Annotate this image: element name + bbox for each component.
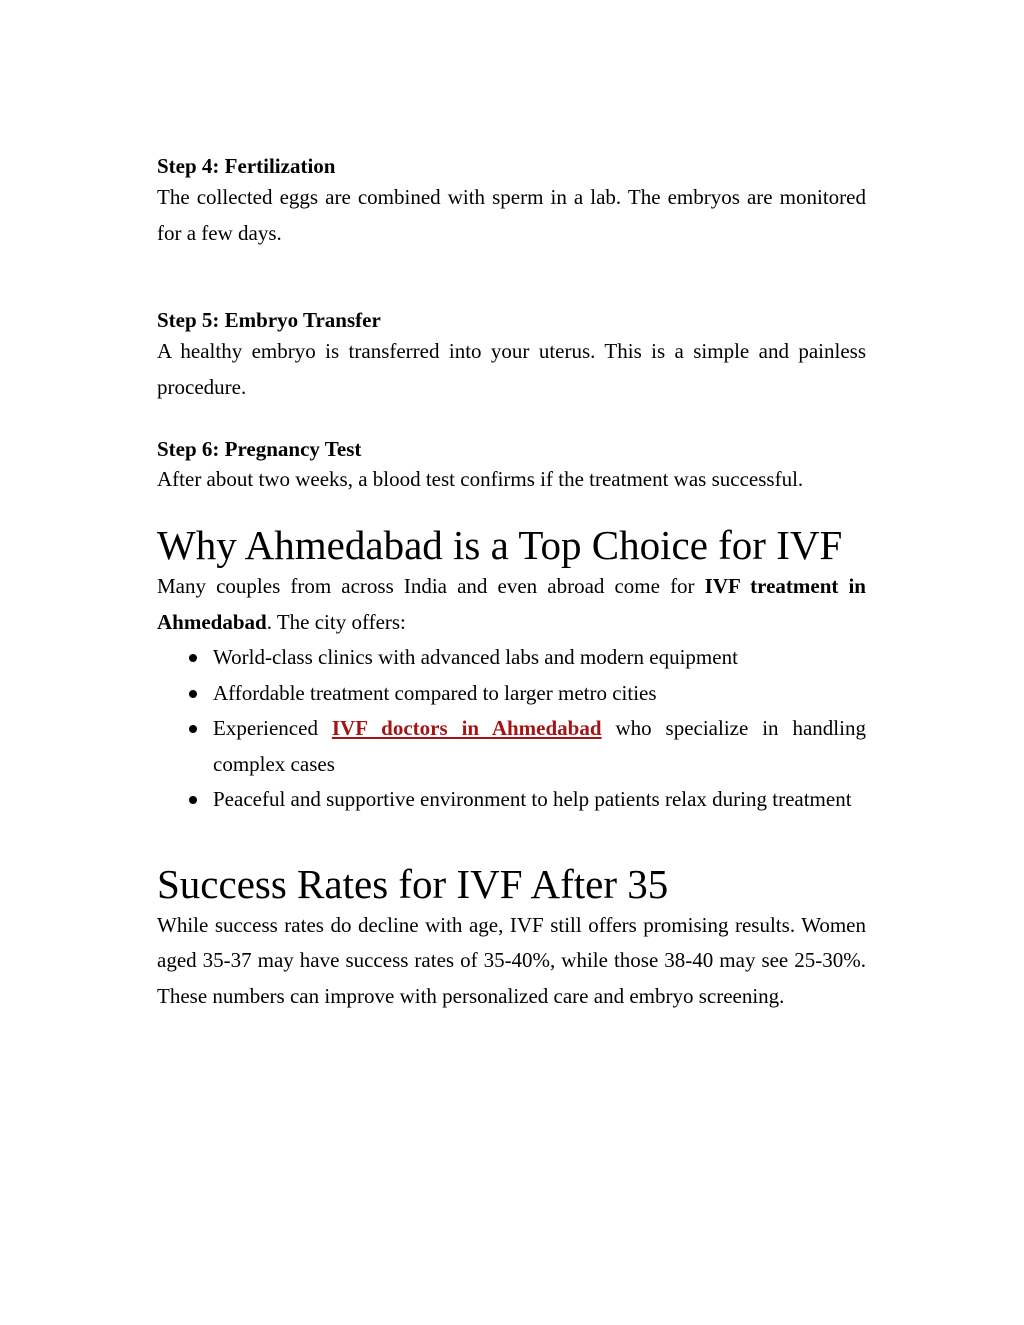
step-5-text: A healthy embryo is transferred into your uterus. This is a simple and painless procedure.: [157, 339, 866, 399]
ahmedabad-intro: [157, 569, 866, 640]
list-item-text: Experienced: [213, 716, 332, 740]
benefits-list: [157, 640, 866, 818]
step-5-block: [157, 306, 866, 405]
bullet-icon: [189, 725, 197, 733]
list-item-text: Peaceful and supportive environment to help patients relax during treatment: [213, 787, 852, 811]
step-5-title: Step 5: Embryo Transfer: [157, 308, 381, 332]
ahmedabad-section: [157, 523, 866, 818]
bullet-icon: [189, 796, 197, 804]
ivf-doctors-link[interactable]: IVF doctors in Ahmedabad: [331, 716, 602, 740]
step-6-block: [157, 435, 866, 495]
bullet-icon: [189, 654, 197, 662]
list-item: [157, 640, 866, 676]
intro-text: Many couples from across India and even abroad come for: [157, 574, 705, 598]
list-item-text: who specialize in handling complex cases: [213, 716, 866, 776]
success-section: [157, 862, 866, 1015]
step-4-block: [157, 152, 866, 251]
list-item-text: World-class clinics with advanced labs and modern equipment: [213, 645, 738, 669]
step-4-title: Step 4: Fertilization: [157, 154, 336, 178]
list-item: [157, 711, 866, 782]
success-heading: Success Rates for IVF After 35: [157, 860, 669, 907]
success-text: While success rates do decline with age, IVF still offers promising results. Women aged 35-37 may have success rates of 35-40%, while those 38-40 may see 25-30%. These numbers can improve with personalized care and embryo screening.: [157, 912, 866, 1008]
bullet-icon: [189, 690, 197, 698]
spacer: [157, 251, 866, 306]
spacer: [157, 495, 866, 523]
intro-text-end: . The city offers:: [266, 609, 406, 634]
intro-bold-text: IVF treatment in Ahmedabad: [157, 574, 866, 634]
list-item: [157, 676, 866, 712]
spacer: [157, 818, 866, 862]
step-4-text: The collected eggs are combined with sperm in a lab. The embryos are monitored for a few days.: [157, 185, 866, 245]
step-6-title: Step 6: Pregnancy Test: [157, 437, 362, 461]
step-6-text: After about two weeks, a blood test confirms if the treatment was successful.: [157, 467, 804, 491]
list-item-text: Affordable treatment compared to larger metro cities: [213, 680, 657, 705]
ahmedabad-heading: Why Ahmedabad is a Top Choice for IVF: [157, 522, 843, 568]
spacer: [157, 405, 866, 435]
document-content: [157, 152, 866, 1014]
list-item: [157, 782, 866, 818]
